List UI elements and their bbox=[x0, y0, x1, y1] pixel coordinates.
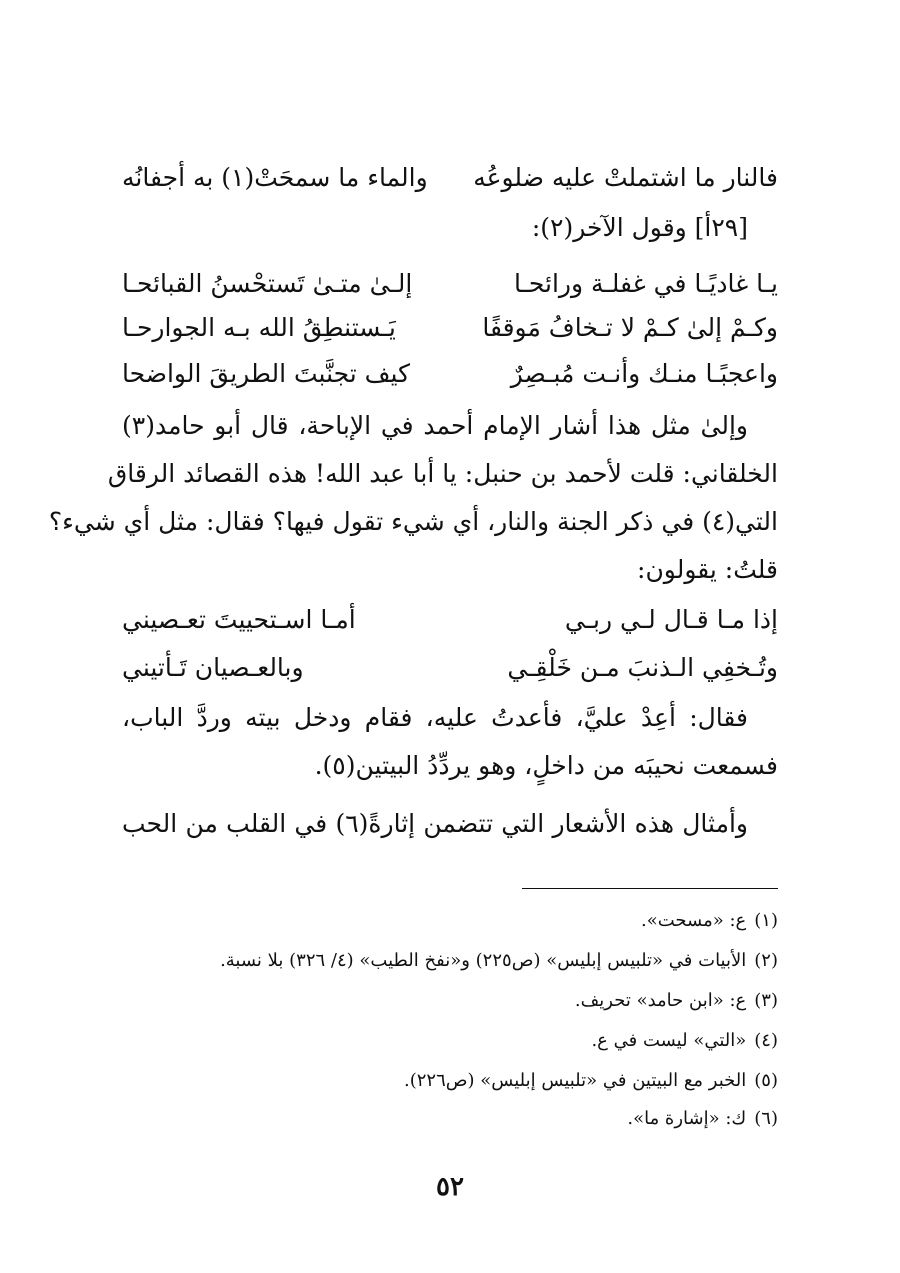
prose-line: قلتُ: يقولون: bbox=[637, 555, 778, 584]
verse-second-hemistich: إلـىٰ متـىٰ تَستحْسنُ القبائحـا bbox=[122, 269, 413, 298]
prose-line: التي(٤) في ذكر الجنة والنار، أي شيء تقول فيها؟ فقال: مثل أي شيء؟ bbox=[48, 507, 778, 536]
verse-second-hemistich: يَـستنطِقُ الله بـه الجوارحـا bbox=[122, 313, 396, 342]
footnote-text: ع: «ابن حامد» تحريف. bbox=[574, 990, 747, 1011]
prose-line: فسمعت نحيبَه من داخلٍ، وهو يردِّدُ البيتين(٥). bbox=[314, 751, 778, 780]
verse-line bbox=[122, 156, 778, 200]
verse-second-hemistich: وبالعـصيان تَـأتيني bbox=[122, 653, 304, 682]
verse-line bbox=[122, 262, 778, 306]
footnote bbox=[122, 946, 778, 976]
prose-line: وأمثال هذه الأشعار التي تتضمن إثارةً(٦) في القلب من الحب bbox=[122, 809, 748, 838]
footnote-text: «التي» ليست في ع. bbox=[591, 1030, 747, 1051]
footnote-number: (٣) bbox=[754, 990, 778, 1011]
footnote-number: (٤) bbox=[754, 1030, 778, 1051]
footnote-text: ك: «إشارة ما». bbox=[627, 1108, 747, 1129]
verse-line bbox=[122, 598, 778, 642]
footnote-number: (٦) bbox=[754, 1108, 778, 1129]
footnote bbox=[122, 986, 778, 1016]
footnote bbox=[122, 906, 778, 936]
footnote bbox=[122, 1026, 778, 1056]
prose-paragraph bbox=[122, 694, 778, 790]
page-number: ٥٢ bbox=[436, 1172, 464, 1202]
verse-line bbox=[122, 646, 778, 690]
poem-intro: [٢٩أ] وقول الآخر(٢): bbox=[531, 213, 748, 242]
verse-first-hemistich: يـا غاديًـا في غفلـة ورائحـا bbox=[513, 269, 778, 298]
prose-paragraph bbox=[48, 402, 778, 594]
verse-first-hemistich: واعجبًـا منـك وأنـت مُبـصِرٌ bbox=[510, 359, 778, 388]
footnote bbox=[122, 1104, 778, 1134]
footnote-separator bbox=[522, 888, 778, 889]
verse-first-hemistich: وكـمْ إلىٰ كـمْ لا تـخافُ مَوقفًا bbox=[482, 313, 778, 342]
footnote-text: الأبيات في «تلبيس إبليس» (ص٢٢٥) و«نفخ الطيب» (٤/ ٣٢٦) بلا نسبة. bbox=[220, 950, 747, 971]
prose-line: فقال: أعِدْ عليَّ، فأعدتُ عليه، فقام ودخل بيته وردَّ الباب، bbox=[122, 703, 748, 732]
verse-first-hemistich: وتُـخفِي الـذنبَ مـن خَلْقِـي bbox=[507, 653, 778, 682]
prose-paragraph bbox=[122, 800, 778, 848]
prose-line: وإلىٰ مثل هذا أشار الإمام أحمد في الإباحة، قال أبو حامد(٣) bbox=[122, 411, 748, 440]
verse-second-hemistich: والماء ما سمحَتْ(١) به أجفانُه bbox=[122, 163, 428, 192]
verse-second-hemistich: أمـا اسـتحييتَ تعـصيني bbox=[122, 605, 356, 634]
verse-line bbox=[122, 352, 778, 396]
footnote-text: الخبر مع البيتين في «تلبيس إبليس» (ص٢٢٦). bbox=[404, 1070, 747, 1091]
prose-line: الخلقاني: قلت لأحمد بن حنبل: يا أبا عبد الله! هذه القصائد الرقاق bbox=[107, 459, 778, 488]
verse-first-hemistich: فالنار ما اشتملتْ عليه ضلوعُه bbox=[473, 163, 778, 192]
footnote-number: (١) bbox=[754, 910, 778, 931]
footnote bbox=[122, 1066, 778, 1096]
footnote-number: (٢) bbox=[754, 950, 778, 971]
verse-first-hemistich: إذا مـا قـال لـي ربـي bbox=[564, 605, 778, 634]
verse-second-hemistich: كيف تجنَّبتَ الطريقَ الواضحا bbox=[122, 359, 410, 388]
verse-line bbox=[122, 306, 778, 350]
footnote-number: (٥) bbox=[754, 1070, 778, 1091]
footnote-text: ع: «مسحت». bbox=[640, 910, 747, 931]
